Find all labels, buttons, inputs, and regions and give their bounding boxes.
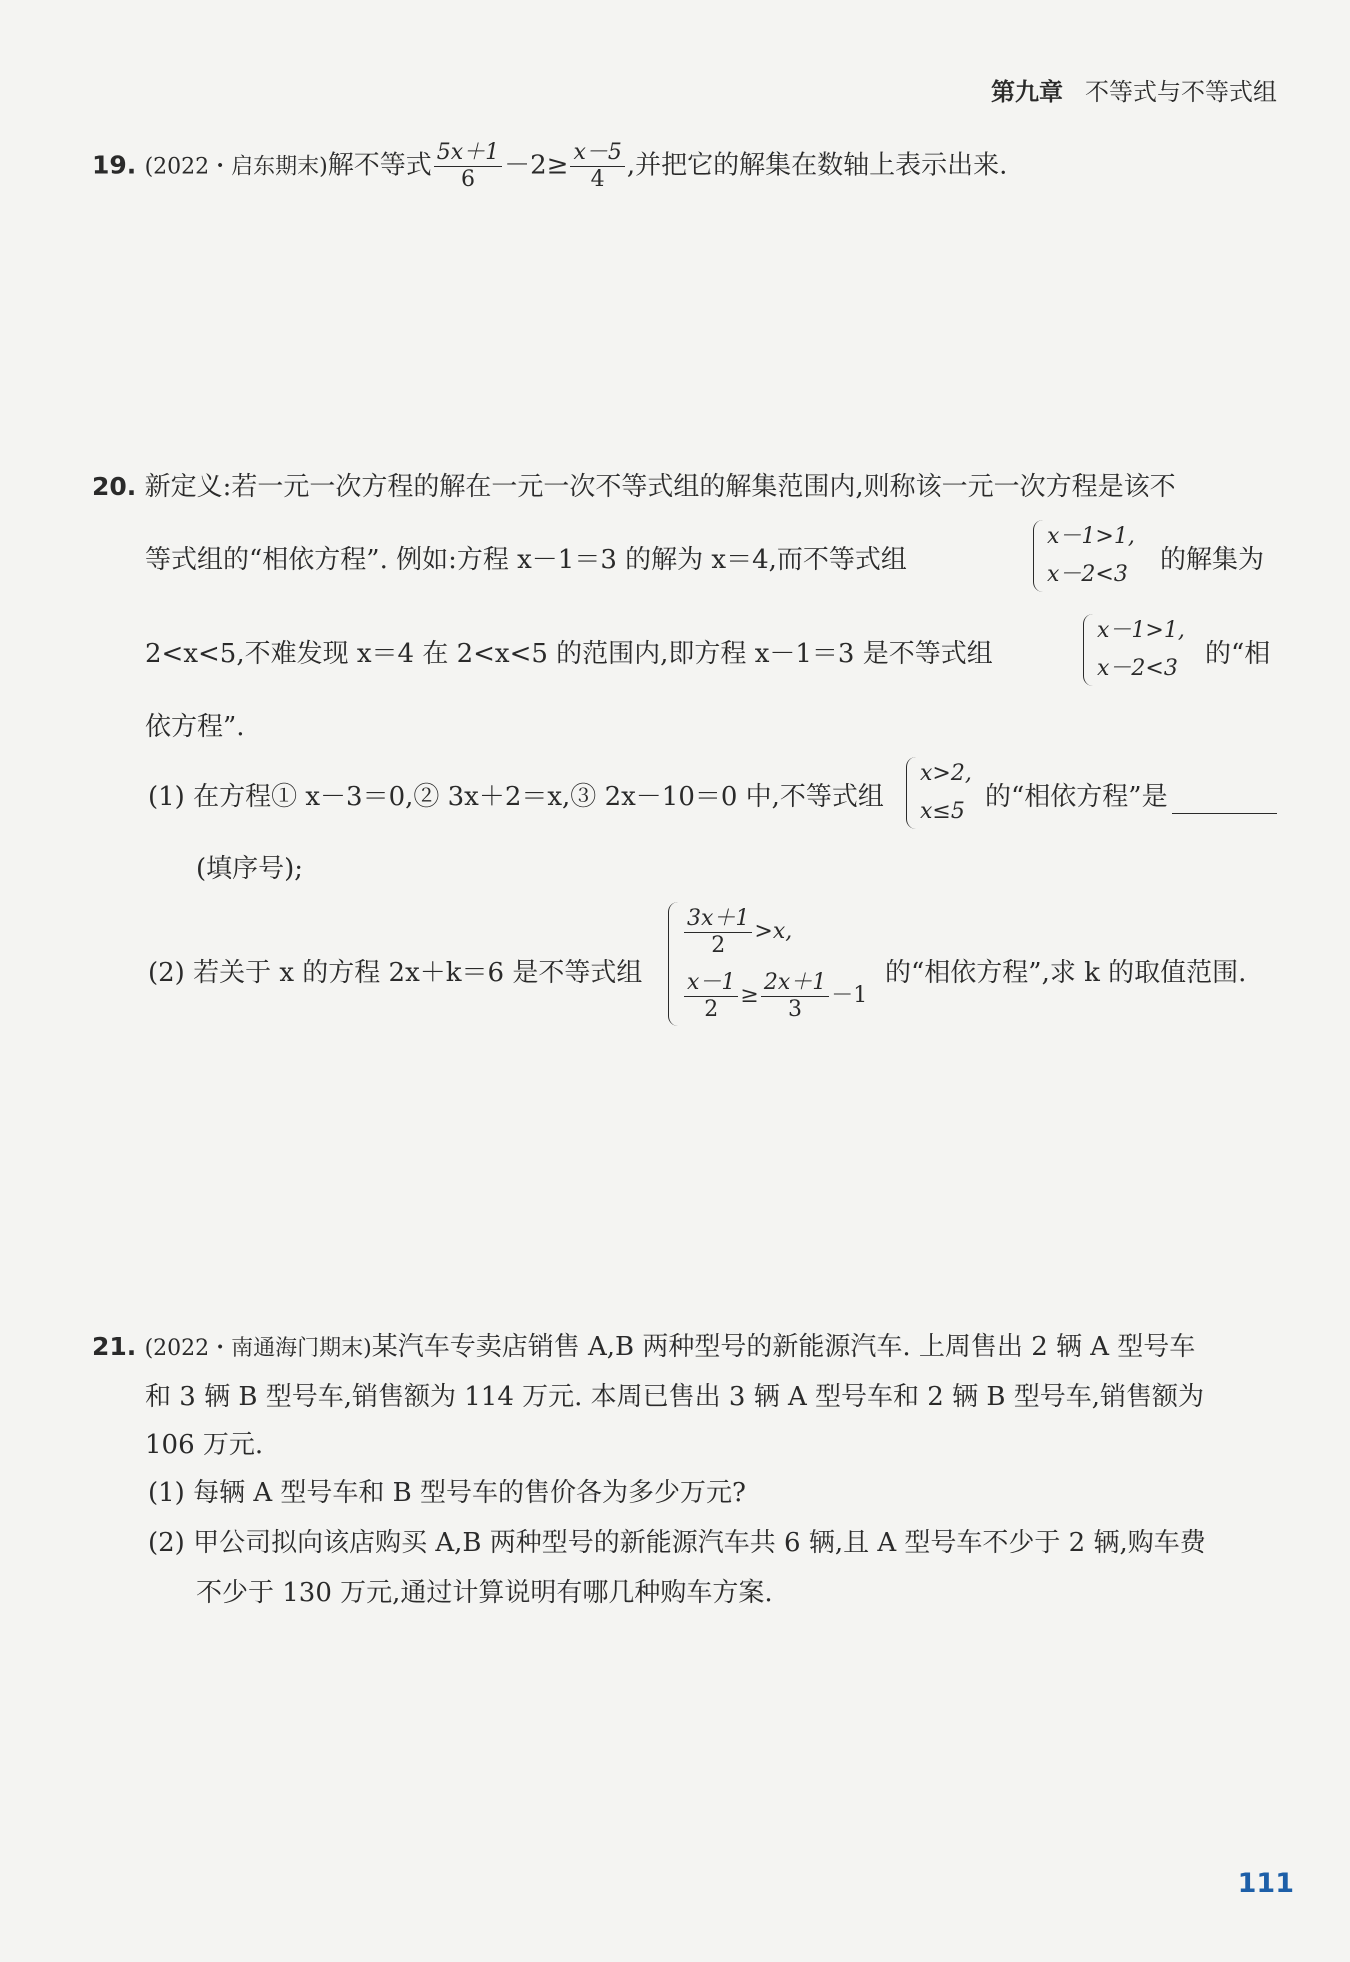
inequality-system: x－1>1, x－2<3 [1083,612,1185,688]
question-19 [92,140,1007,193]
question-20-line-2-end: 的解集为 [1160,545,1265,575]
inequality-system: x－1>1, x－2<3 [1033,518,1135,594]
question-20-part-1-end: 的“相依方程”是 [985,780,1277,814]
question-20-part-1-note: (填序号); [196,854,304,884]
question-number: 21. [92,1332,137,1361]
question-20-line-4: 依方程”. [145,712,245,742]
page-number: 111 [1237,1868,1294,1899]
question-21-part-2-cont: 不少于 130 万元,通过计算说明有哪几种购车方案. [196,1578,773,1608]
question-20-line-3-end: 的“相 [1205,639,1271,669]
chapter-label: 第九章 [991,78,1063,106]
question-text: 新定义:若一元一次方程的解在一元一次不等式组的解集范围内,则称该一元一次方程是该不 [144,472,1176,502]
fraction: $\frac{5x+1}{6}$ [434,140,502,193]
question-text: 解不等式 [327,150,432,181]
inequality-system: x>2, x≤5 [906,755,972,831]
question-20-part-2: (2) 若关于 x 的方程 2x＋k＝6 是不等式组 [148,958,643,988]
question-20-line-3: 2<x<5,不难发现 x＝4 在 2<x<5 的范围内,即方程 x－1＝3 是不等式组 [145,639,993,669]
question-20-line-1 [92,470,1176,504]
question-21-part-2: (2) 甲公司拟向该店购买 A,B 两种型号的新能源汽车共 6 辆,且 A 型号车不少于 2 辆,购车费 [148,1528,1206,1558]
question-number: 19. [92,150,137,180]
question-21-line-2: 和 3 辆 B 型号车,销售额为 114 万元. 本周已售出 3 辆 A 型号车和 2 辆 B 型号车,销售额为 [145,1382,1205,1412]
question-text: －2≥ [504,150,569,181]
question-text: ,并把它的解集在数轴上表示出来. [626,150,1008,181]
page-header [991,72,1277,107]
question-number: 20. [92,472,137,501]
question-text: 某汽车专卖店销售 A,B 两种型号的新能源汽车. 上周售出 2 辆 A 型号车 [371,1332,1196,1362]
question-20-part-2-end: 的“相依方程”,求 k 的取值范围. [885,958,1247,988]
question-20-part-1: (1) 在方程① x－3＝0,② 3x＋2＝x,③ 2x－10＝0 中,不等式组 [148,782,884,812]
question-21-line-1 [92,1330,1195,1366]
fraction: $\frac{x-5}{4}$ [570,140,624,193]
question-source: (2022・南通海门期末) [144,1336,372,1361]
inequality-system: $\frac{3x+1}{2}$ >x, $\frac{x-1}{2}$ ≥ $\frac{2x+1}{3}$ －1 [668,900,867,1028]
chapter-title: 不等式与不等式组 [1085,78,1277,106]
question-21-part-1: (1) 每辆 A 型号车和 B 型号车的售价各为多少万元? [148,1478,746,1508]
answer-blank[interactable] [1172,785,1277,814]
question-21-line-3: 106 万元. [145,1430,264,1460]
question-source: (2022・启东期末) [144,154,328,180]
question-20-line-2: 等式组的“相依方程”. 例如:方程 x－1＝3 的解为 x＝4,而不等式组 [145,545,907,575]
